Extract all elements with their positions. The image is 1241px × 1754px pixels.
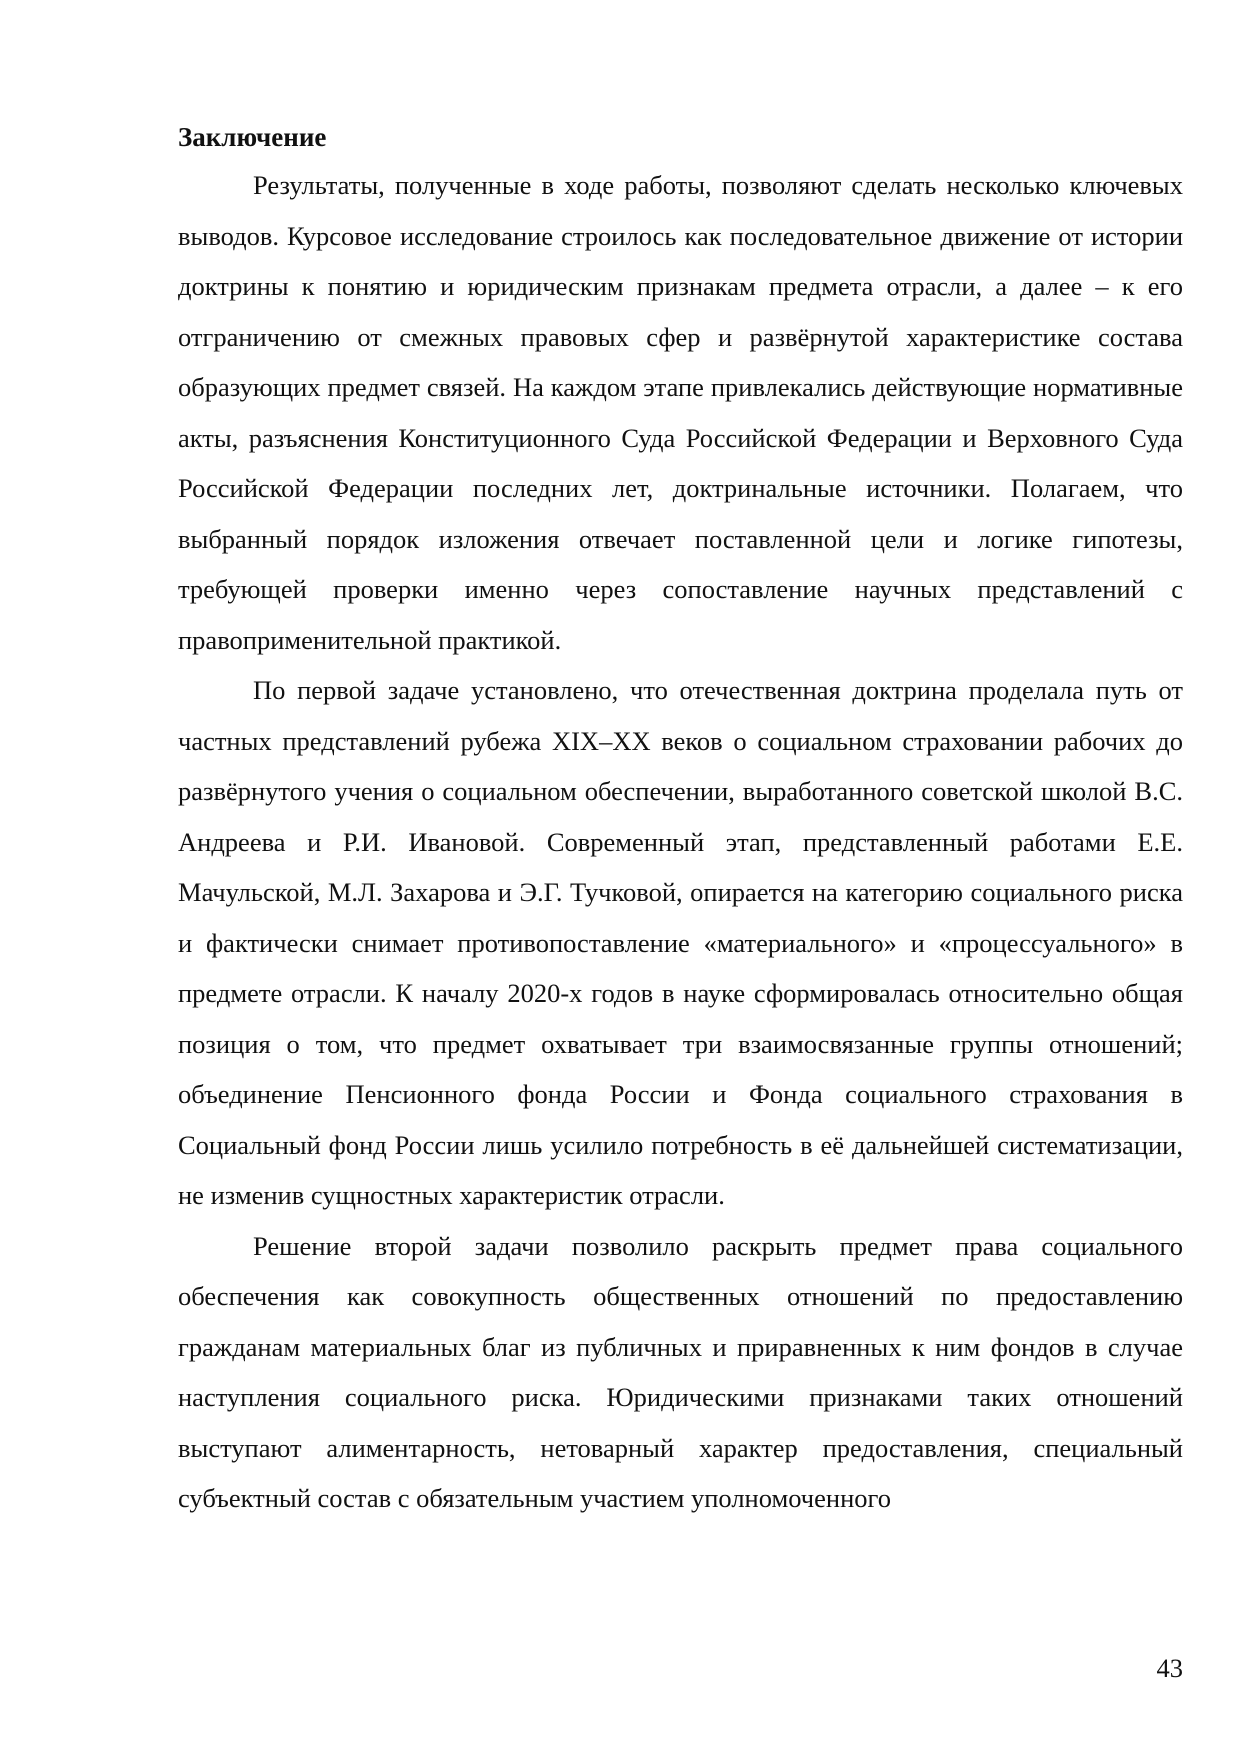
paragraph-2: По первой задаче установлено, что отечественная доктрина проделала путь от частных представлений рубежа XIX–XX веков о социальном страховании рабочих до развёрнутого учения о социальном обеспечении, выработанного советской школой В.С. Андреева и Р.И. Ивановой. Современный этап, представленный работами Е.Е. Мачульской, М.Л. Захарова и Э.Г. Тучковой, опирается на категорию социального риска и фактически снимает противопоставление «материального» и «процессуального» в предмете отрасли. К началу 2020-х годов в науке сформировалась относительно общая позиция о том, что предмет охватывает три взаимосвязанные группы отношений; объединение Пенсионного фонда России и Фонда социального страхования в Социальный фонд России лишь усилило потребность в её дальнейшей систематизации, не изменив сущностных характеристик отрасли.	[178, 675, 1183, 1210]
page-body	[178, 118, 1183, 1524]
paragraph-3: Решение второй задачи позволило раскрыть предмет права социального обеспечения как совокупность общественных отношений по предоставлению гражданам материальных благ из публичных и приравненных к ним фондов в случае наступления социального риска. Юридическими признаками таких отношений выступают алиментарность, нетоварный характер предоставления, специальный субъектный состав с обязательным участием уполномоченного	[178, 1230, 1183, 1513]
section-heading: Заключение	[178, 122, 327, 152]
paragraph-1: Результаты, полученные в ходе работы, позволяют сделать несколько ключевых выводов. Курсовое исследование строилось как последовательное движение от истории доктрины к понятию и юридическим признакам предмета отрасли, а далее – к его отграничению от смежных правовых сфер и развёрнутой характеристике состава образующих предмет связей. На каждом этапе привлекались действующие нормативные акты, разъяснения Конституционного Суда Российской Федерации и Верховного Суда Российской Федерации последних лет, доктринальные источники. Полагаем, что выбранный порядок изложения отвечает поставленной цели и логике гипотезы, требующей проверки именно через сопоставление научных представлений с правоприменительной практикой.	[178, 170, 1183, 655]
page-number: 43	[1156, 1653, 1183, 1683]
